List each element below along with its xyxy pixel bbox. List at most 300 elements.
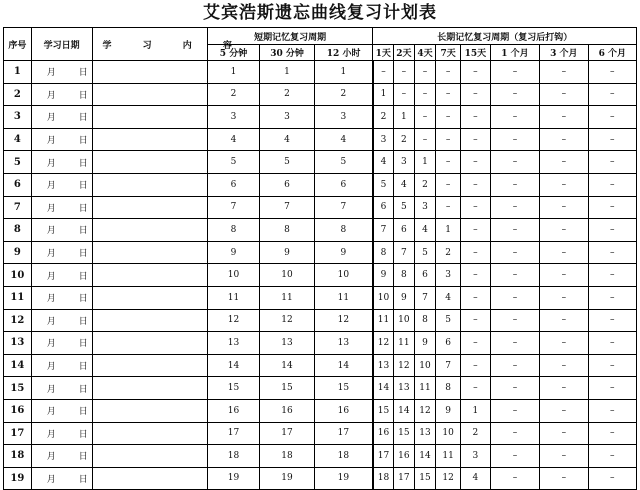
long-term-cell[interactable]: 6 [436, 332, 461, 355]
date-month-label: 月 [46, 203, 56, 214]
study-content-cell[interactable] [92, 219, 207, 242]
long-term-cell[interactable]: – [540, 377, 588, 400]
study-date-cell[interactable] [31, 332, 92, 355]
long-term-cell[interactable]: – [540, 422, 588, 445]
study-date-cell[interactable] [31, 445, 92, 468]
date-month-label: 月 [46, 339, 56, 350]
study-date-cell[interactable] [31, 173, 92, 196]
long-term-cell[interactable]: – [490, 173, 539, 196]
long-term-cell[interactable]: – [540, 83, 588, 106]
long-term-cell[interactable]: – [490, 354, 539, 377]
long-term-cell[interactable]: 5 [373, 173, 394, 196]
long-term-cell[interactable]: – [414, 128, 436, 151]
table-row [4, 467, 637, 490]
long-term-cell[interactable]: – [588, 173, 636, 196]
study-content-cell[interactable] [92, 83, 207, 106]
study-date-cell[interactable] [31, 106, 92, 129]
date-day-label: 日 [78, 226, 88, 237]
short-term-cell: 17 [314, 422, 373, 445]
long-term-cell[interactable]: 1 [414, 151, 436, 174]
short-term-cell: 9 [207, 241, 259, 264]
short-term-cell: 4 [314, 128, 373, 151]
long-term-cell[interactable]: – [540, 332, 588, 355]
table-row [4, 309, 637, 332]
date-month-label: 月 [46, 68, 56, 79]
row-index: 3 [4, 106, 32, 129]
date-day-label: 日 [78, 384, 88, 395]
long-term-cell[interactable]: 9 [394, 286, 415, 309]
table-row [4, 264, 637, 287]
long-term-cell[interactable]: – [540, 128, 588, 151]
long-term-cell[interactable]: – [490, 106, 539, 129]
group-header-long-term: 长期记忆复习周期（复习后打钩） [373, 28, 637, 45]
date-day-label: 日 [78, 362, 88, 373]
long-term-cell[interactable]: – [588, 286, 636, 309]
long-term-cell[interactable]: 2 [414, 173, 436, 196]
table-row [4, 399, 637, 422]
table-row [4, 422, 637, 445]
table-row [4, 128, 637, 151]
long-term-cell[interactable]: 6 [373, 196, 394, 219]
long-term-cell[interactable]: – [490, 286, 539, 309]
long-term-cell[interactable]: 12 [436, 467, 461, 490]
long-term-cell[interactable]: – [490, 422, 539, 445]
table-row [4, 377, 637, 400]
short-term-cell: 3 [314, 106, 373, 129]
study-date-cell[interactable] [31, 151, 92, 174]
long-term-cell[interactable]: – [490, 399, 539, 422]
long-term-cell[interactable]: – [460, 173, 490, 196]
long-term-cell[interactable]: 8 [373, 241, 394, 264]
row-index: 11 [4, 286, 32, 309]
study-date-cell[interactable] [31, 219, 92, 242]
row-index: 7 [4, 196, 32, 219]
long-term-cell[interactable]: – [436, 128, 461, 151]
date-month-label: 月 [46, 316, 56, 327]
long-term-cell[interactable]: – [436, 196, 461, 219]
long-term-cell[interactable]: – [460, 241, 490, 264]
short-term-cell: 15 [314, 377, 373, 400]
study-content-cell[interactable] [92, 196, 207, 219]
short-term-cell: 19 [314, 467, 373, 490]
long-term-cell[interactable]: 14 [394, 399, 415, 422]
short-term-cell: 5 [260, 151, 315, 174]
long-term-cell[interactable]: – [588, 445, 636, 468]
long-term-cell[interactable]: – [540, 219, 588, 242]
col-header-long-4: 7天 [436, 45, 461, 61]
long-term-cell[interactable]: – [588, 264, 636, 287]
short-term-cell: 14 [260, 354, 315, 377]
date-day-label: 日 [78, 136, 88, 147]
long-term-cell[interactable]: – [588, 241, 636, 264]
short-term-cell: 15 [260, 377, 315, 400]
long-term-cell[interactable]: 9 [373, 264, 394, 287]
group-header-short-term: 短期记忆复习周期 [207, 28, 373, 45]
long-term-cell[interactable]: – [490, 219, 539, 242]
study-date-cell[interactable] [31, 467, 92, 490]
col-header-short-3: 12 小时 [314, 45, 373, 61]
study-content-cell[interactable] [92, 309, 207, 332]
long-term-cell[interactable]: – [490, 467, 539, 490]
col-header-long-7: 3 个月 [540, 45, 588, 61]
long-term-cell[interactable]: – [414, 61, 436, 84]
long-term-cell[interactable]: 9 [414, 332, 436, 355]
long-term-cell[interactable]: – [540, 151, 588, 174]
long-term-cell[interactable]: – [490, 445, 539, 468]
study-content-cell[interactable] [92, 399, 207, 422]
table-row [4, 354, 637, 377]
long-term-cell[interactable]: 3 [460, 445, 490, 468]
long-term-cell[interactable]: – [588, 309, 636, 332]
long-term-cell[interactable]: – [394, 61, 415, 84]
long-term-cell[interactable]: – [540, 399, 588, 422]
study-content-cell[interactable] [92, 128, 207, 151]
long-term-cell[interactable]: – [540, 286, 588, 309]
long-term-cell[interactable]: – [588, 399, 636, 422]
long-term-cell[interactable]: 4 [394, 173, 415, 196]
date-month-label: 月 [46, 181, 56, 192]
date-month-label: 月 [46, 136, 56, 147]
long-term-cell[interactable]: 15 [394, 422, 415, 445]
long-term-cell[interactable]: 2 [460, 422, 490, 445]
long-term-cell[interactable]: – [460, 196, 490, 219]
long-term-cell[interactable]: – [490, 151, 539, 174]
short-term-cell: 3 [207, 106, 259, 129]
long-term-cell[interactable]: – [460, 332, 490, 355]
long-term-cell[interactable]: – [540, 445, 588, 468]
table-body [4, 61, 637, 490]
table-row [4, 241, 637, 264]
long-term-cell[interactable]: – [490, 83, 539, 106]
long-term-cell[interactable]: 5 [436, 309, 461, 332]
study-date-cell[interactable] [31, 61, 92, 84]
long-term-cell[interactable]: 12 [394, 354, 415, 377]
long-term-cell[interactable]: 4 [414, 219, 436, 242]
long-term-cell[interactable]: 13 [394, 377, 415, 400]
study-content-cell[interactable] [92, 151, 207, 174]
long-term-cell[interactable]: 3 [373, 128, 394, 151]
study-date-cell[interactable] [31, 196, 92, 219]
long-term-cell[interactable]: – [414, 106, 436, 129]
short-term-cell: 5 [207, 151, 259, 174]
long-term-cell[interactable]: – [588, 61, 636, 84]
study-content-cell[interactable] [92, 264, 207, 287]
date-month-label: 月 [46, 158, 56, 169]
long-term-cell[interactable]: 10 [394, 309, 415, 332]
table-row [4, 196, 637, 219]
long-term-cell[interactable]: – [588, 106, 636, 129]
long-term-cell[interactable]: 11 [373, 309, 394, 332]
short-term-cell: 14 [314, 354, 373, 377]
long-term-cell[interactable]: 2 [394, 128, 415, 151]
long-term-cell[interactable]: – [460, 377, 490, 400]
table-row [4, 151, 637, 174]
long-term-cell[interactable]: – [588, 332, 636, 355]
date-month-label: 月 [46, 429, 56, 440]
long-term-cell[interactable]: – [588, 422, 636, 445]
long-term-cell[interactable]: – [490, 61, 539, 84]
long-term-cell[interactable]: – [436, 83, 461, 106]
study-date-cell[interactable] [31, 354, 92, 377]
long-term-cell[interactable]: 4 [373, 151, 394, 174]
col-header-date: 学习日期 [31, 28, 92, 61]
long-term-cell[interactable]: 11 [394, 332, 415, 355]
table-row [4, 106, 637, 129]
date-day-label: 日 [78, 316, 88, 327]
short-term-cell: 3 [260, 106, 315, 129]
header-row-top [4, 28, 637, 45]
study-date-cell[interactable] [31, 422, 92, 445]
short-term-cell: 1 [207, 61, 259, 84]
long-term-cell[interactable]: – [588, 377, 636, 400]
short-term-cell: 5 [314, 151, 373, 174]
long-term-cell[interactable]: 10 [373, 286, 394, 309]
study-date-cell[interactable] [31, 377, 92, 400]
study-date-cell[interactable] [31, 241, 92, 264]
review-schedule-table [3, 27, 637, 490]
short-term-cell: 4 [260, 128, 315, 151]
short-term-cell: 12 [314, 309, 373, 332]
long-term-cell[interactable]: 5 [394, 196, 415, 219]
long-term-cell[interactable]: 17 [373, 445, 394, 468]
short-term-cell: 8 [260, 219, 315, 242]
study-content-cell[interactable] [92, 61, 207, 84]
long-term-cell[interactable]: 6 [414, 264, 436, 287]
long-term-cell[interactable]: – [460, 354, 490, 377]
long-term-cell[interactable]: 4 [460, 467, 490, 490]
date-month-label: 月 [46, 452, 56, 463]
long-term-cell[interactable]: – [540, 241, 588, 264]
long-term-cell[interactable]: – [460, 264, 490, 287]
long-term-cell[interactable]: – [540, 196, 588, 219]
long-term-cell[interactable]: – [490, 377, 539, 400]
long-term-cell[interactable]: – [588, 467, 636, 490]
date-day-label: 日 [78, 249, 88, 260]
long-term-cell[interactable]: 10 [414, 354, 436, 377]
long-term-cell[interactable]: 7 [373, 219, 394, 242]
long-term-cell[interactable]: 11 [436, 445, 461, 468]
short-term-cell: 13 [260, 332, 315, 355]
short-term-cell: 10 [260, 264, 315, 287]
col-header-subject: 学 习 内 容 [92, 28, 207, 61]
short-term-cell: 6 [260, 173, 315, 196]
row-index: 5 [4, 151, 32, 174]
row-index: 1 [4, 61, 32, 84]
long-term-cell[interactable]: – [394, 83, 415, 106]
date-day-label: 日 [78, 158, 88, 169]
long-term-cell[interactable]: – [460, 83, 490, 106]
long-term-cell[interactable]: – [436, 173, 461, 196]
study-content-cell[interactable] [92, 422, 207, 445]
study-content-cell[interactable] [92, 241, 207, 264]
long-term-cell[interactable]: 7 [414, 286, 436, 309]
row-index: 17 [4, 422, 32, 445]
table-row [4, 83, 637, 106]
study-content-cell[interactable] [92, 377, 207, 400]
long-term-cell[interactable]: – [436, 151, 461, 174]
long-term-cell[interactable]: 11 [414, 377, 436, 400]
long-term-cell[interactable]: 8 [414, 309, 436, 332]
long-term-cell[interactable]: – [540, 106, 588, 129]
long-term-cell[interactable]: 16 [373, 422, 394, 445]
long-term-cell[interactable]: – [588, 83, 636, 106]
date-month-label: 月 [46, 249, 56, 260]
long-term-cell[interactable]: – [540, 309, 588, 332]
short-term-cell: 18 [314, 445, 373, 468]
long-term-cell[interactable]: 1 [436, 219, 461, 242]
long-term-cell[interactable]: – [490, 332, 539, 355]
short-term-cell: 2 [207, 83, 259, 106]
study-content-cell[interactable] [92, 354, 207, 377]
short-term-cell: 7 [207, 196, 259, 219]
long-term-cell[interactable]: 7 [436, 354, 461, 377]
long-term-cell[interactable]: – [373, 61, 394, 84]
long-term-cell[interactable]: 15 [414, 467, 436, 490]
row-index: 14 [4, 354, 32, 377]
study-date-cell[interactable] [31, 128, 92, 151]
long-term-cell[interactable]: – [540, 354, 588, 377]
study-content-cell[interactable] [92, 332, 207, 355]
row-index: 16 [4, 399, 32, 422]
table-row [4, 219, 637, 242]
study-content-cell[interactable] [92, 106, 207, 129]
date-month-label: 月 [46, 113, 56, 124]
short-term-cell: 17 [207, 422, 259, 445]
long-term-cell[interactable]: 6 [394, 219, 415, 242]
short-term-cell: 18 [260, 445, 315, 468]
table-row [4, 286, 637, 309]
long-term-cell[interactable]: – [414, 83, 436, 106]
study-content-cell[interactable] [92, 445, 207, 468]
date-month-label: 月 [46, 226, 56, 237]
long-term-cell[interactable]: 12 [373, 332, 394, 355]
long-term-cell[interactable]: 10 [436, 422, 461, 445]
long-term-cell[interactable]: – [460, 219, 490, 242]
long-term-cell[interactable]: – [460, 61, 490, 84]
long-term-cell[interactable]: – [540, 61, 588, 84]
date-month-label: 月 [46, 474, 56, 485]
long-term-cell[interactable]: – [436, 61, 461, 84]
long-term-cell[interactable]: 5 [414, 241, 436, 264]
long-term-cell[interactable]: 13 [414, 422, 436, 445]
long-term-cell[interactable]: – [588, 219, 636, 242]
date-month-label: 月 [46, 271, 56, 282]
long-term-cell[interactable]: – [588, 354, 636, 377]
long-term-cell[interactable]: – [540, 467, 588, 490]
study-date-cell[interactable] [31, 83, 92, 106]
study-content-cell[interactable] [92, 286, 207, 309]
long-term-cell[interactable]: 1 [373, 83, 394, 106]
date-day-label: 日 [78, 113, 88, 124]
long-term-cell[interactable]: – [490, 241, 539, 264]
col-header-long-5: 15天 [460, 45, 490, 61]
row-index: 9 [4, 241, 32, 264]
long-term-cell[interactable]: 1 [394, 106, 415, 129]
long-term-cell[interactable]: 18 [373, 467, 394, 490]
study-date-cell[interactable] [31, 309, 92, 332]
long-term-cell[interactable]: – [460, 151, 490, 174]
col-header-short-2: 30 分钟 [260, 45, 315, 61]
long-term-cell[interactable]: 14 [414, 445, 436, 468]
long-term-cell[interactable]: – [588, 151, 636, 174]
long-term-cell[interactable]: – [460, 128, 490, 151]
study-date-cell[interactable] [31, 264, 92, 287]
long-term-cell[interactable]: 13 [373, 354, 394, 377]
short-term-cell: 11 [260, 286, 315, 309]
long-term-cell[interactable]: 3 [436, 264, 461, 287]
long-term-cell[interactable]: 15 [373, 399, 394, 422]
long-term-cell[interactable]: 2 [436, 241, 461, 264]
short-term-cell: 7 [260, 196, 315, 219]
study-date-cell[interactable] [31, 286, 92, 309]
row-index: 4 [4, 128, 32, 151]
date-day-label: 日 [78, 474, 88, 485]
long-term-cell[interactable]: 3 [394, 151, 415, 174]
row-index: 6 [4, 173, 32, 196]
short-term-cell: 6 [314, 173, 373, 196]
long-term-cell[interactable]: 17 [394, 467, 415, 490]
long-term-cell[interactable]: – [588, 196, 636, 219]
long-term-cell[interactable]: – [460, 309, 490, 332]
short-term-cell: 16 [207, 399, 259, 422]
short-term-cell: 14 [207, 354, 259, 377]
study-date-cell[interactable] [31, 399, 92, 422]
long-term-cell[interactable]: – [540, 173, 588, 196]
short-term-cell: 12 [207, 309, 259, 332]
date-day-label: 日 [78, 339, 88, 350]
study-content-cell[interactable] [92, 467, 207, 490]
long-term-cell[interactable]: – [490, 128, 539, 151]
long-term-cell[interactable]: 16 [394, 445, 415, 468]
date-day-label: 日 [78, 68, 88, 79]
long-term-cell[interactable]: 1 [460, 399, 490, 422]
long-term-cell[interactable]: – [436, 106, 461, 129]
date-day-label: 日 [78, 294, 88, 305]
short-term-cell: 16 [314, 399, 373, 422]
long-term-cell[interactable]: – [490, 309, 539, 332]
short-term-cell: 9 [314, 241, 373, 264]
long-term-cell[interactable]: 7 [394, 241, 415, 264]
long-term-cell[interactable]: 12 [414, 399, 436, 422]
long-term-cell[interactable]: 14 [373, 377, 394, 400]
long-term-cell[interactable]: 8 [394, 264, 415, 287]
long-term-cell[interactable]: – [460, 106, 490, 129]
col-header-long-6: 1 个月 [490, 45, 539, 61]
table-row [4, 332, 637, 355]
col-header-long-2: 2天 [394, 45, 415, 61]
short-term-cell: 10 [314, 264, 373, 287]
long-term-cell[interactable]: 4 [436, 286, 461, 309]
long-term-cell[interactable]: 2 [373, 106, 394, 129]
study-content-cell[interactable] [92, 173, 207, 196]
long-term-cell[interactable]: 8 [436, 377, 461, 400]
short-term-cell: 8 [207, 219, 259, 242]
short-term-cell: 10 [207, 264, 259, 287]
row-index: 15 [4, 377, 32, 400]
date-month-label: 月 [46, 407, 56, 418]
short-term-cell: 6 [207, 173, 259, 196]
long-term-cell[interactable]: – [490, 264, 539, 287]
long-term-cell[interactable]: 3 [414, 196, 436, 219]
long-term-cell[interactable]: – [460, 286, 490, 309]
long-term-cell[interactable]: – [588, 128, 636, 151]
row-index: 19 [4, 467, 32, 490]
date-month-label: 月 [46, 362, 56, 373]
long-term-cell[interactable]: 9 [436, 399, 461, 422]
long-term-cell[interactable]: – [540, 264, 588, 287]
col-header-long-3: 4天 [414, 45, 436, 61]
long-term-cell[interactable]: – [490, 196, 539, 219]
